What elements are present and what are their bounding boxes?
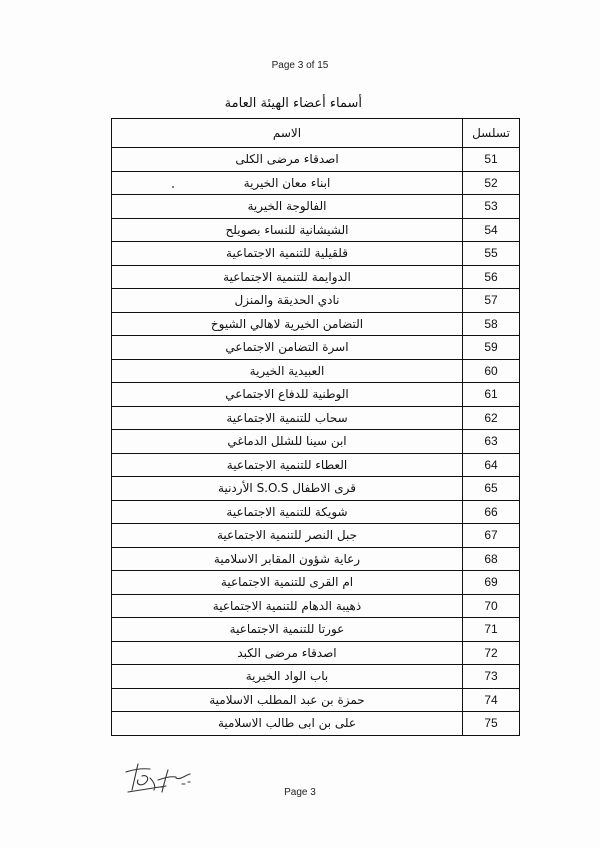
serial-number-cell: 64 <box>463 453 520 477</box>
table-row <box>112 524 520 548</box>
member-name-cell: العطاء للتنمية الاجتماعية <box>112 453 463 477</box>
table-row <box>112 289 520 313</box>
table-row <box>112 712 520 736</box>
page-header: Page 3 of 15 <box>271 60 329 71</box>
serial-number-cell: 73 <box>463 665 520 689</box>
member-name-cell: عورتا للتنمية الاجتماعية <box>112 618 463 642</box>
member-name-cell: ابن سينا للشلل الدماغي <box>112 430 463 454</box>
member-name-cell: ام القرى للتنمية الاجتماعية <box>112 571 463 595</box>
table-row <box>112 406 520 430</box>
serial-number-cell: 69 <box>463 571 520 595</box>
member-name-cell: الفالوجة الخيرية <box>112 195 463 219</box>
table-row <box>112 547 520 571</box>
table-row <box>112 430 520 454</box>
serial-number-cell: 62 <box>463 406 520 430</box>
document-title: أسماء أعضاء الهيئة العامة <box>224 96 362 111</box>
member-name-cell: اصدقاء مرضى الكلى <box>112 148 463 172</box>
serial-number-cell: 74 <box>463 688 520 712</box>
member-name-cell: شويكة للتنمية الاجتماعية <box>112 500 463 524</box>
member-name-cell: العبيدية الخيرية <box>112 359 463 383</box>
serial-number-cell: 59 <box>463 336 520 360</box>
table-row <box>112 195 520 219</box>
serial-number-cell: 53 <box>463 195 520 219</box>
table-row <box>112 594 520 618</box>
members-table <box>111 118 520 736</box>
table-row <box>112 453 520 477</box>
member-name-cell: الوطنية للدفاع الاجتماعي <box>112 383 463 407</box>
member-name-cell: ابناء معان الخيرية <box>112 171 463 195</box>
name-column-header: الاسم <box>112 119 463 148</box>
table-row <box>112 477 520 501</box>
member-name-cell: ذهيبة الدهام للتنمية الاجتماعية <box>112 594 463 618</box>
member-name-cell: الشيشانية للنساء بصويلح <box>112 218 463 242</box>
table-row <box>112 665 520 689</box>
serial-number-cell: 63 <box>463 430 520 454</box>
table-row <box>112 265 520 289</box>
serial-number-cell: 70 <box>463 594 520 618</box>
serial-number-cell: 72 <box>463 641 520 665</box>
table-row <box>112 312 520 336</box>
page-footer: Page 3 <box>284 787 316 798</box>
member-name-cell: اصدقاء مرضى الكبد <box>112 641 463 665</box>
member-name-cell: التضامن الخيرية لاهالي الشيوخ <box>112 312 463 336</box>
serial-number-cell: 71 <box>463 618 520 642</box>
table-row <box>112 171 520 195</box>
member-name-cell: على بن ابى طالب الاسلامية <box>112 712 463 736</box>
member-name-cell: الدوايمة للتنمية الاجتماعية <box>112 265 463 289</box>
serial-number-cell: 58 <box>463 312 520 336</box>
serial-number-cell: 65 <box>463 477 520 501</box>
serial-number-cell: 52 <box>463 171 520 195</box>
table-row <box>112 618 520 642</box>
serial-number-cell: 66 <box>463 500 520 524</box>
serial-column-header: تسلسل <box>463 119 520 148</box>
table-row <box>112 500 520 524</box>
table-row <box>112 641 520 665</box>
table-header-row <box>112 119 520 148</box>
serial-number-cell: 75 <box>463 712 520 736</box>
member-name-cell: اسرة التضامن الاجتماعي <box>112 336 463 360</box>
serial-number-cell: 51 <box>463 148 520 172</box>
table-row <box>112 688 520 712</box>
table-row <box>112 359 520 383</box>
member-name-cell: جبل النصر للتنمية الاجتماعية <box>112 524 463 548</box>
member-name-cell: حمزة بن عبد المطلب الاسلامية <box>112 688 463 712</box>
serial-number-cell: 57 <box>463 289 520 313</box>
serial-number-cell: 55 <box>463 242 520 266</box>
serial-number-cell: 60 <box>463 359 520 383</box>
table-row <box>112 242 520 266</box>
serial-number-cell: 68 <box>463 547 520 571</box>
table-row <box>112 571 520 595</box>
serial-number-cell: 56 <box>463 265 520 289</box>
member-name-cell: باب الواد الخيرية <box>112 665 463 689</box>
serial-number-cell: 61 <box>463 383 520 407</box>
serial-number-cell: 67 <box>463 524 520 548</box>
serial-number-cell: 54 <box>463 218 520 242</box>
table-row <box>112 383 520 407</box>
member-name-cell: سحاب للتنمية الاجتماعية <box>112 406 463 430</box>
member-name-cell: رعاية شؤون المقابر الاسلامية <box>112 547 463 571</box>
table-row <box>112 218 520 242</box>
member-name-cell: قلقيلية للتنمية الاجتماعية <box>112 242 463 266</box>
table-row <box>112 148 520 172</box>
table-row <box>112 336 520 360</box>
member-name-cell: قرى الاطفال S.O.S الأردنية <box>112 477 463 501</box>
member-name-cell: نادي الحديقة والمنزل <box>112 289 463 313</box>
